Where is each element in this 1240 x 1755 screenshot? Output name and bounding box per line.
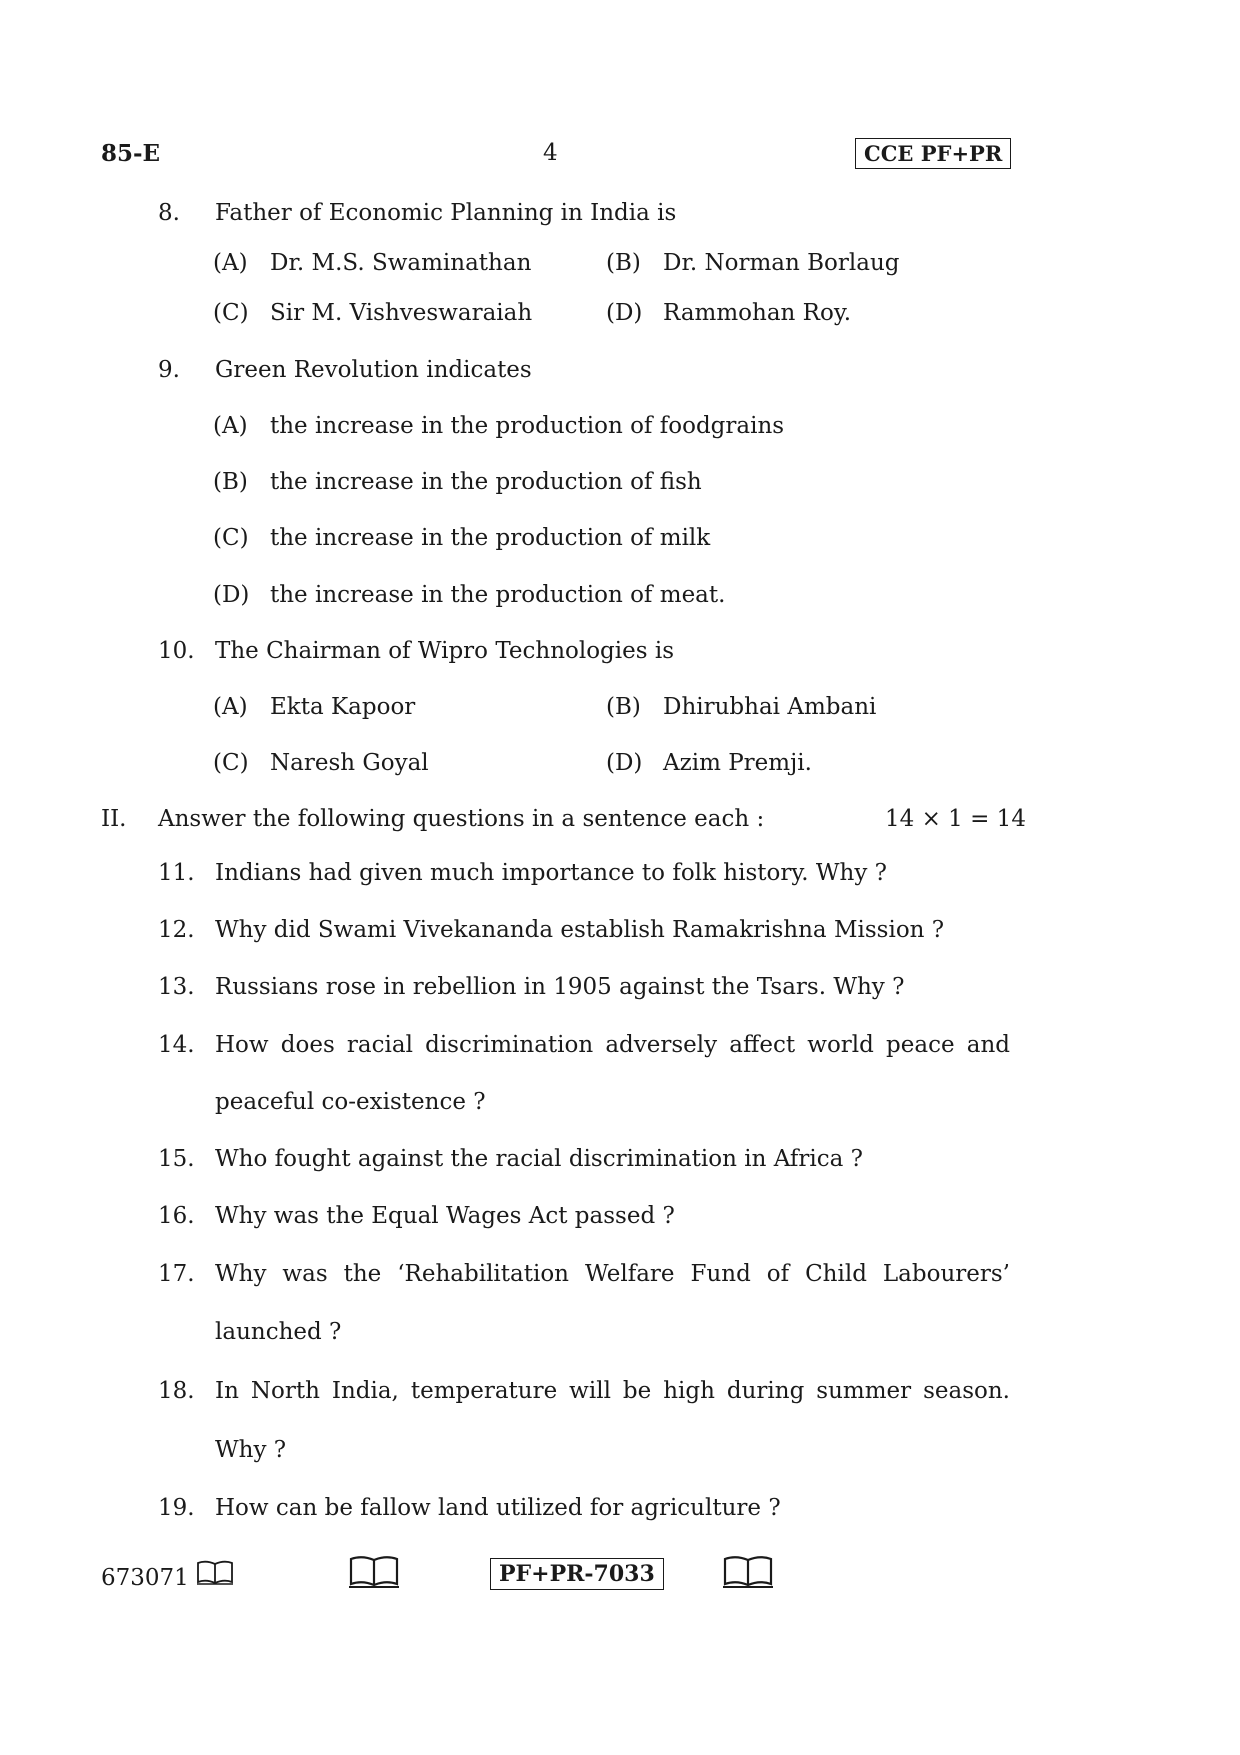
option-text: Dr. Norman Borlaug xyxy=(663,250,900,276)
option-label: (C) xyxy=(213,750,249,776)
question-text-continuation: launched ? xyxy=(215,1319,342,1345)
question-number: 16. xyxy=(158,1203,195,1229)
option-label: (B) xyxy=(213,469,248,495)
question-text: Indians had given much importance to folk history. Why ? xyxy=(215,860,887,886)
option-text: Naresh Goyal xyxy=(270,750,429,776)
option-label: (B) xyxy=(606,694,641,720)
question-number: 18. xyxy=(158,1378,195,1404)
question-text: Green Revolution indicates xyxy=(215,357,532,383)
question-number: 12. xyxy=(158,917,195,943)
question-text-continuation: Why ? xyxy=(215,1437,287,1463)
paper-set-code: PF+PR-7033 xyxy=(490,1558,664,1590)
option-label: (D) xyxy=(606,750,643,776)
option-label: (D) xyxy=(606,300,643,326)
book-icon xyxy=(348,1553,400,1589)
page-number: 4 xyxy=(543,140,558,166)
question-text: Why was the ‘Rehabilitation Welfare Fund of Child Labourers’ xyxy=(215,1261,1010,1287)
option-text: Azim Premji. xyxy=(663,750,812,776)
question-number: 19. xyxy=(158,1495,195,1521)
paper-code: 85-E xyxy=(101,140,161,167)
option-label: (C) xyxy=(213,300,249,326)
question-number: 9. xyxy=(158,357,180,383)
question-text: How can be fallow land utilized for agriculture ? xyxy=(215,1495,781,1521)
option-label: (B) xyxy=(606,250,641,276)
option-label: (A) xyxy=(213,250,248,276)
option-text: the increase in the production of milk xyxy=(270,525,711,551)
option-label: (C) xyxy=(213,525,249,551)
section-instruction: Answer the following questions in a sentence each : xyxy=(158,806,765,832)
option-text: the increase in the production of meat. xyxy=(270,582,726,608)
option-text: Ekta Kapoor xyxy=(270,694,416,720)
option-label: (D) xyxy=(213,582,250,608)
question-number: 15. xyxy=(158,1146,195,1172)
option-text: the increase in the production of fish xyxy=(270,469,702,495)
option-text: the increase in the production of foodgrains xyxy=(270,413,785,439)
section-numeral: II. xyxy=(101,806,127,832)
question-number: 17. xyxy=(158,1261,195,1287)
option-text: Rammohan Roy. xyxy=(663,300,852,326)
book-icon xyxy=(196,1558,234,1586)
option-label: (A) xyxy=(213,694,248,720)
option-text: Dhirubhai Ambani xyxy=(663,694,877,720)
exam-tag: CCE PF+PR xyxy=(855,138,1011,169)
question-text: Who fought against the racial discrimination in Africa ? xyxy=(215,1146,864,1172)
question-text: In North India, temperature will be high during summer season. xyxy=(215,1378,1010,1404)
question-text-continuation: peaceful co-existence ? xyxy=(215,1089,486,1115)
question-number: 13. xyxy=(158,974,195,1000)
option-text: Dr. M.S. Swaminathan xyxy=(270,250,532,276)
question-text: Russians rose in rebellion in 1905 against the Tsars. Why ? xyxy=(215,974,905,1000)
question-number: 14. xyxy=(158,1032,195,1058)
section-marks: 14 × 1 = 14 xyxy=(885,806,1026,832)
question-text: How does racial discrimination adversely affect world peace and xyxy=(215,1032,1010,1058)
question-text: Father of Economic Planning in India is xyxy=(215,200,677,226)
question-text: Why did Swami Vivekananda establish Ramakrishna Mission ? xyxy=(215,917,945,943)
question-number: 8. xyxy=(158,200,180,226)
option-text: Sir M. Vishveswaraiah xyxy=(270,300,533,326)
question-number: 11. xyxy=(158,860,195,886)
question-text: Why was the Equal Wages Act passed ? xyxy=(215,1203,675,1229)
question-number: 10. xyxy=(158,638,195,664)
question-text: The Chairman of Wipro Technologies is xyxy=(215,638,675,664)
serial-number: 673071 xyxy=(101,1565,189,1591)
book-icon xyxy=(722,1553,774,1589)
option-label: (A) xyxy=(213,413,248,439)
